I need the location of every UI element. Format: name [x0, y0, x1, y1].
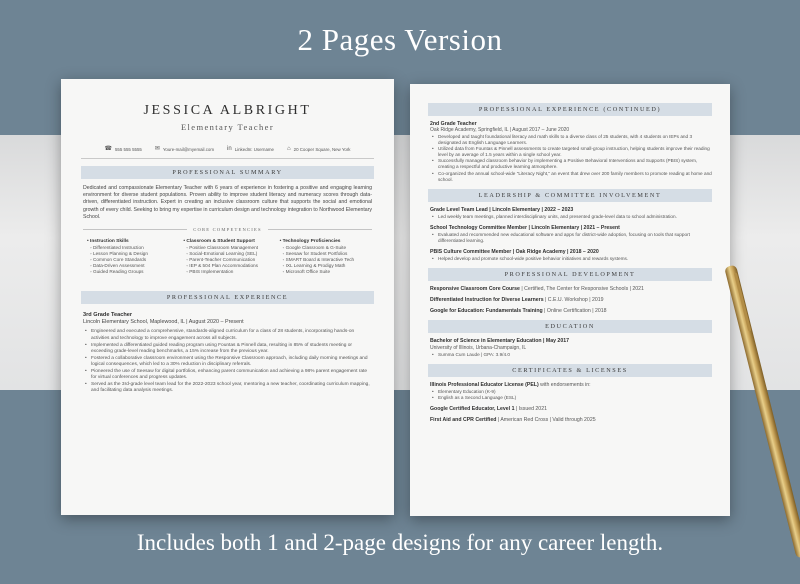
job-bullet: • Developed and taught foundational literacy and math skills to a diverse class of 25 students, with 4 students on IEPs and 3 designated as English Language Learners. [438, 134, 712, 146]
resume-role: Elementary Teacher [180, 122, 275, 132]
development-item [430, 286, 710, 292]
competency-item: ◦ Microsoft Office Suite [280, 269, 370, 275]
competency-heading: • Technology Proficiencies [280, 239, 370, 245]
leadership-bullets [438, 232, 712, 244]
competency-item: ◦ Social-Emotional Learning (SEL) [183, 251, 273, 257]
contact-text: LinkedIn: Username [234, 146, 274, 152]
leadership-list [410, 207, 730, 262]
contact-text: 20 Cooper Square, New York [293, 146, 351, 152]
leadership-title: Grade Level Team Lead | Lincoln Elementary | 2022 – 2023 [430, 206, 574, 213]
certificate-name: Google Certified Educator, Level 1 [430, 406, 515, 413]
job-bullet: • Engineered and executed a comprehensive, standards-aligned curriculum for a class of 28 students, incorporating hands-on activities and technology to improve engagement across all subjects. [91, 329, 372, 342]
competency-item: ◦ PBIS Implementation [183, 269, 273, 275]
certificate-item [430, 406, 710, 412]
certificates-heading: CERTIFICATES & LICENSES [428, 364, 712, 377]
development-name: Responsive Classroom Core Course [430, 286, 520, 293]
certificate-name: First Aid and CPR Certified [430, 417, 497, 424]
competency-item: ◦ IEP & 504 Plan Accommodations [183, 263, 273, 269]
honors: • Summa Cum Laude | GPA: 3.9/4.0 [438, 352, 712, 358]
contact-item [155, 146, 214, 152]
phone-icon: ☎ [104, 146, 112, 152]
job-bullet: • Served as the 3rd-grade level team lead for the 2022-2023 school year, mentoring a new teacher, coordinating curriculum mapping, and facilitating data analysis meetings. [91, 382, 372, 395]
location-icon: ⌂ [287, 146, 291, 152]
email-icon: ✉ [154, 146, 160, 152]
competency-item: ◦ Lesson Planning & Design [87, 251, 177, 257]
contact-item [227, 146, 274, 152]
competency-item: ◦ Common Core Standards [87, 257, 177, 263]
competency-item: ◦ IXL Learning & Prodigy Math [280, 263, 370, 269]
resume-page-1 [61, 79, 394, 515]
contact-text: Youre-mail@myemail.com [162, 146, 215, 152]
certificate-item [430, 417, 710, 423]
license-endorsement: • English as a Second Language (ESL) [438, 395, 712, 401]
leadership-bullets [438, 214, 712, 220]
development-name: Differentiated Instruction for Diverse Learners [430, 297, 544, 304]
competency-item: ◦ Positive Classroom Management [183, 245, 273, 251]
summary-heading: PROFESSIONAL SUMMARY [81, 166, 374, 179]
degree: Bachelor of Science in Elementary Education | May 2017 [430, 338, 569, 345]
certificates-list [410, 406, 730, 423]
job-bullet: • Successfully managed classroom behavior by implementing a Positive Behavioral Interventions and Supports (PBIS) system, creating a respectful and productive learning atmosphere. [438, 158, 712, 170]
license-title: Illinois Professional Educator License (PEL) with endorsements in: [430, 382, 591, 389]
job-organization: Oak Ridge Academy, Springfield, IL | August 2017 – June 2020 [430, 127, 570, 133]
resume-name: JESSICA ALBRIGHT [143, 103, 312, 118]
experience-heading: PROFESSIONAL EXPERIENCE [81, 291, 374, 304]
leadership-title: School Technology Committee Member | Lincoln Elementary | 2021 – Present [430, 224, 620, 231]
leadership-bullets [438, 256, 712, 262]
development-detail: | Online Certification | 2018 [542, 308, 607, 315]
headline: 2 Pages Version [297, 22, 503, 57]
job-bullet: • Fostered a collaborative classroom environment using the Responsive Classroom approach, including daily morning meetings and logical consequences, which led to a 30% reduction in disciplinary referrals. [91, 356, 372, 369]
competency-heading: • Instruction Skills [87, 239, 177, 245]
leadership-bullet: • Evaluated and recommended new educational software and apps for district-wide adoption, focusing on tools that support differentiated learning. [438, 232, 712, 244]
experience-continued-heading: PROFESSIONAL EXPERIENCE (CONTINUED) [428, 103, 712, 116]
footer-caption: Includes both 1 and 2-page designs for any career length. [136, 530, 664, 555]
leadership-bullet: • Helped develop and promote school-wide positive behavior initiatives and rewards systems. [438, 256, 712, 262]
job-organization: Lincoln Elementary School, Maplewood, IL | August 2020 – Present [83, 319, 244, 326]
competency-item: ◦ Seesaw for Student Portfolios [280, 251, 370, 257]
contact-item [287, 146, 351, 152]
development-list [410, 286, 730, 314]
development-item [430, 297, 710, 303]
job-bullet: • Implemented a differentiated guided reading program using Fountas & Pinnell data, resulting in 85% of students meeting or exceeding grade-level reading benchmarks, a 15% increase from the previous year. [91, 343, 372, 356]
competency-item: ◦ SMART Board & Interactive Tech [280, 257, 370, 263]
certificate-detail: | Issued 2021 [514, 406, 547, 413]
leadership-heading: LEADERSHIP & COMMITTEE INVOLVEMENT [428, 189, 712, 202]
competency-column [87, 239, 177, 275]
competencies-heading: CORE COMPETENCIES [83, 227, 372, 232]
job-bullet: • Pioneered the use of Seesaw for digital portfolios, enhancing parent communication and achieving a 98% parent engagement rate for virtual conferences and progress updates. [91, 369, 372, 382]
license-endorsement: • Elementary Education (K-9) [438, 389, 712, 395]
competency-column [280, 239, 370, 275]
competency-list [183, 245, 273, 275]
leadership-title: PBIS Culture Committee Member | Oak Ridge Academy | 2018 – 2020 [430, 249, 599, 256]
competency-list [280, 245, 370, 275]
job-title: 3rd Grade Teacher [83, 312, 133, 319]
development-heading: PROFESSIONAL DEVELOPMENT [428, 268, 712, 281]
contact-item [105, 146, 142, 152]
leadership-bullet: • Led weekly team meetings, planned interdisciplinary units, and presented grade-level data to school administration. [438, 214, 712, 220]
education-heading: EDUCATION [428, 320, 712, 333]
honors-list [438, 352, 712, 358]
job-bullets [438, 134, 712, 183]
competency-column [183, 239, 273, 275]
competency-item: ◦ Data-Driven Assessment [87, 263, 177, 269]
development-detail: | Certified, The Center for Responsive Schools | 2021 [519, 286, 644, 293]
contact-row [81, 146, 374, 159]
resume-page-2 [410, 84, 730, 516]
competency-item: ◦ Guided Reading Groups [87, 269, 177, 275]
linkedin-icon: in [227, 146, 232, 152]
competency-heading: • Classroom & Student Support [183, 239, 273, 245]
certificate-detail: | American Red Cross | Valid through 2025 [496, 417, 596, 424]
summary-text: Dedicated and compassionate Elementary Teacher with 6 years of experience in fostering a positive and engaging learning environment for diverse student populations. Proven ability to improve student literacy and numeracy scores through data-driven, differentiated instruction. Expert in creating an inclusive classroom culture that supports the social and emotional growth of every child. Seeking to bring my expertise in curriculum design and technology integration to Northwood Elementary School. [83, 185, 372, 220]
license-endorsements [438, 389, 712, 401]
competency-item: ◦ Differentiated Instruction [87, 245, 177, 251]
job-bullet: • Co-organized the annual school-wide "Literacy Night," an event that drew over 200 family members to promote reading at home and school. [438, 171, 712, 183]
competency-list [87, 245, 177, 275]
contact-text: 555 555 5555 [114, 146, 142, 152]
job-bullet: • Utilized data from Fountas & Pinnell assessments to create targeted small-group instruction, helping students improve their reading level by an average of 1.5 years within a single school year. [438, 146, 712, 158]
job-title: 2nd Grade Teacher [430, 121, 477, 127]
school: University of Illinois, Urbana-Champaign, IL [430, 345, 527, 352]
competencies-grid [87, 239, 370, 275]
competency-item: ◦ Google Classroom & G-Suite [280, 245, 370, 251]
development-detail: | C.E.U. Workshop | 2019 [543, 297, 604, 304]
competency-item: ◦ Parent-Teacher Communication [183, 257, 273, 263]
job-bullets [91, 329, 372, 394]
development-name: Google for Education: Fundamentals Training [430, 308, 543, 315]
